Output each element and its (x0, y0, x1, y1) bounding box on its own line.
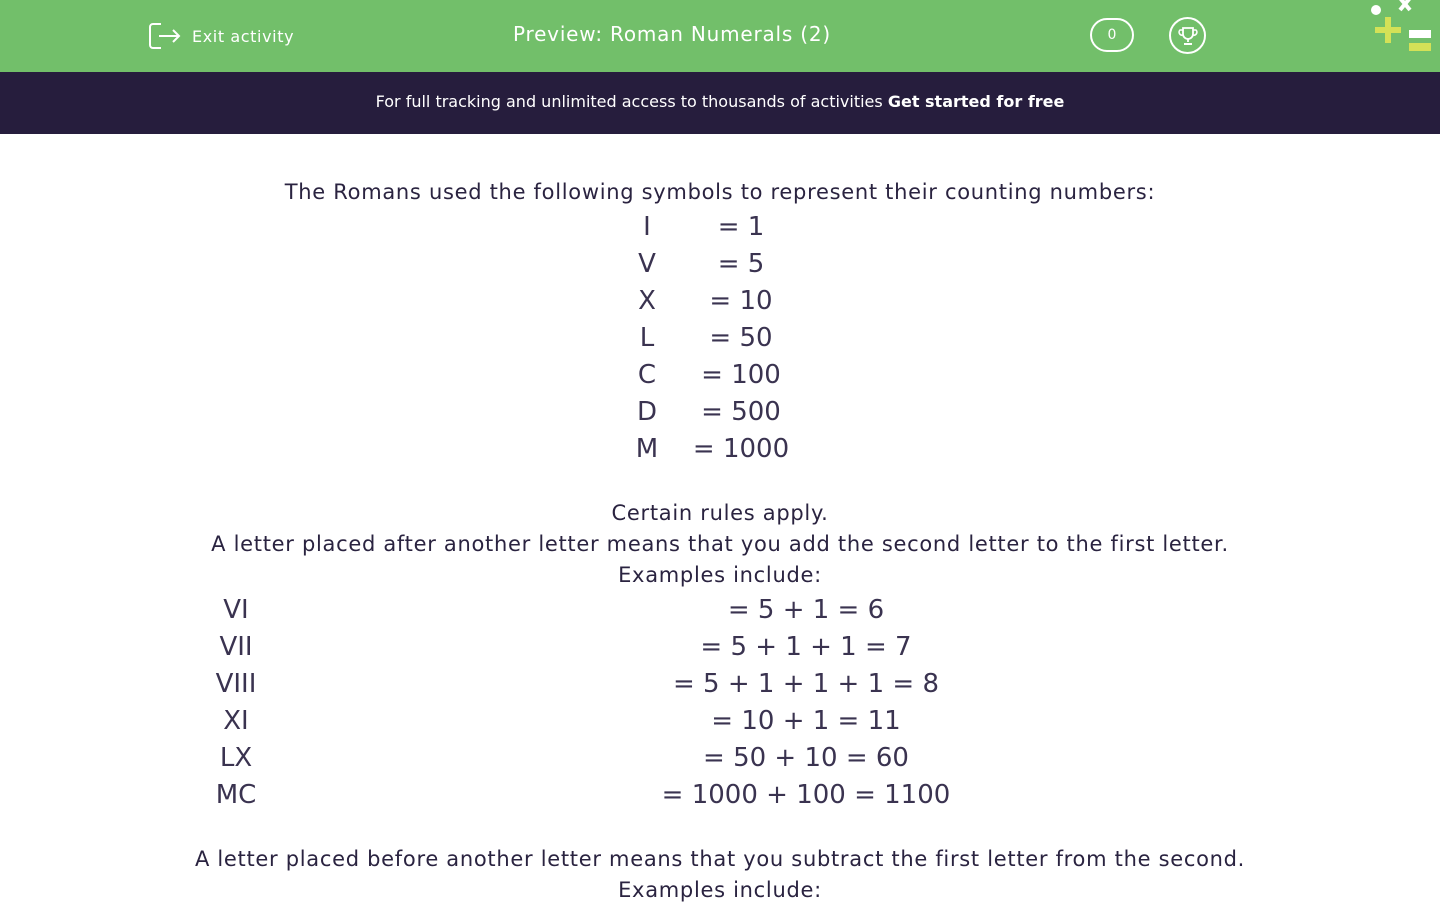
example-numeral: LX (219, 743, 253, 773)
example-expansion: = 1000 + 100 = 1100 (661, 780, 951, 810)
example-numeral: XI (223, 706, 249, 736)
symbol-value: = 1000 (692, 434, 790, 464)
example-expansion: = 50 + 10 = 60 (703, 743, 909, 773)
symbol-numeral: M (635, 434, 659, 464)
intro-text: The Romans used the following symbols to represent their counting numbers: (284, 180, 1156, 204)
symbol-value: = 1 (717, 212, 765, 242)
symbol-numeral: C (637, 360, 657, 390)
symbol-value: = 50 (709, 323, 773, 353)
example-expansion: = 10 + 1 = 11 (711, 706, 901, 736)
symbol-value: = 5 (717, 249, 765, 279)
example-numeral: VI (223, 595, 249, 625)
example-numeral: MC (215, 780, 257, 810)
get-started-link[interactable]: Get started for free (887, 92, 1065, 111)
example-expansion: = 5 + 1 + 1 + 1 = 8 (672, 669, 940, 699)
example-expansion: = 5 + 1 + 1 = 7 (700, 632, 912, 662)
symbol-value: = 100 (701, 360, 781, 390)
symbol-numeral: D (636, 397, 658, 427)
addition-rule-text: A letter placed after another letter means that you add the second letter to the first letter. Examples include: (211, 532, 1229, 587)
symbol-numeral: L (639, 323, 655, 353)
symbol-value: = 10 (709, 286, 773, 316)
brand-logo-icon (1366, 0, 1440, 60)
question-content (0, 134, 1440, 900)
score-counter: 0 (1090, 18, 1134, 52)
example-expansion: = 5 + 1 = 6 (727, 595, 885, 625)
example-numeral: VII (219, 632, 253, 662)
rules-heading: Certain rules apply. (611, 501, 829, 525)
trophy-icon (1177, 25, 1199, 47)
symbol-numeral: I (643, 212, 651, 242)
symbol-numeral: V (638, 249, 656, 279)
subtraction-rule-text: A letter placed before another letter means that you subtract the first letter from the second. Examples include: (194, 847, 1246, 902)
promo-text: For full tracking and unlimited access to thousands of activities (375, 92, 883, 111)
page-title: Preview: Roman Numerals (2) (512, 22, 832, 46)
example-numeral: VIII (215, 669, 257, 699)
header-bar (0, 0, 1440, 72)
symbol-value: = 500 (701, 397, 781, 427)
exit-activity-label: Exit activity (192, 26, 295, 46)
trophy-button[interactable] (1169, 17, 1206, 54)
promo-banner (0, 72, 1440, 134)
symbol-numeral: X (638, 286, 656, 316)
